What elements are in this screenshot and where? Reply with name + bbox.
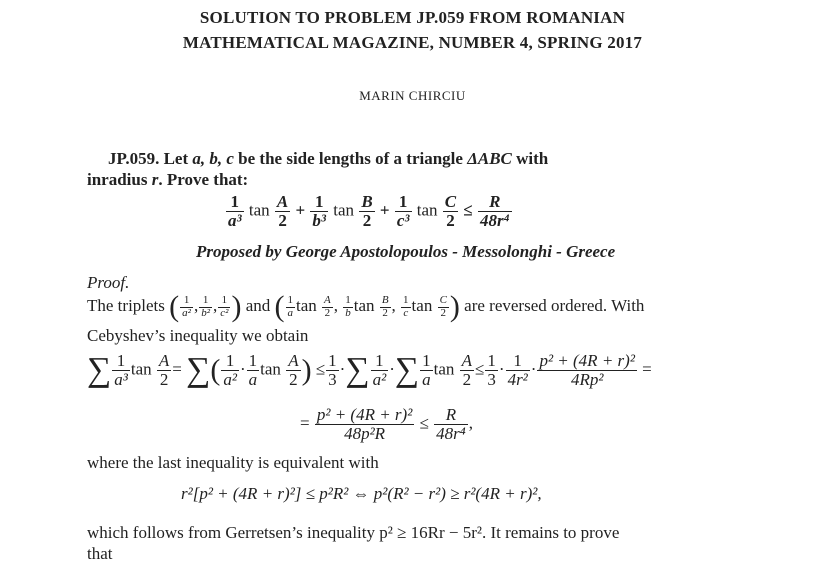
frac-num: 1 [345,293,351,306]
chebyshev-chain: ∑ $\frac{1}{\text{a³}}$ tan $\frac{A}{2}$ = ∑( $\frac{1}{\text{a²}}$ · $\frac{1}{a}$ tan $\frac{A}{2}$ ) ≤ $\frac{1}{3}$ ·∑ $\frac{1}{\text{a²}}$ ·∑ $\frac{1}{a}$ tan $\frac{A}{2}$ ≤ $\frac{1}{3}$ · $\frac{1}{\text{4r²}}$ · $\frac{\text{p² + (4R + r)²}}{\text{4Rp²}}$ = [87,351,652,389]
frac-num: 1 [371,352,389,371]
frac-num: C [439,293,447,306]
frac-den: 2 [462,369,472,389]
tan-op: tan [353,295,375,315]
tan-op: tan [333,200,355,220]
proof-which: which follows from Gerretsen’s inequality p² ≥ 16Rr − 5r². It remains to prove [87,523,620,542]
frac-den: 2 [440,306,446,319]
frac-den: 48r⁴ [479,210,510,230]
proposed-by: Proposed by George Apostolopoulos - Messolonghi - Greece [196,242,616,261]
frac-den: b [345,306,351,319]
frac-den: b³ [312,210,327,230]
frac-num: C [444,192,457,211]
frac-num: 1 [218,295,230,308]
frac-num: 1 [422,351,431,370]
tan-op: tan [130,359,152,379]
frac-num: 1 [310,193,328,212]
proof-line-1: The triplets ( $\frac{1}{\text{a²}}$ , $\frac{1}{\text{b²}}$ , $\frac{1}{\text{c²}}$ ) and ( $\frac{1}{a}$ tan $\frac{A}{2}$ , $\frac{1}{b}$ tan $\frac{B}{2}$ , $\frac{1}{c}$ tan $\frac{C}{2}$ ) are reversed ordered. With [87,290,645,323]
frac-den: 48p²R [344,423,386,443]
frac-den: a [248,369,258,389]
proof-label: Proof. [87,273,130,292]
frac-num: 1 [403,293,409,306]
statement-text: Let [163,149,189,168]
proof-text: are reversed ordered. With [464,295,645,315]
frac-num: R [434,406,468,425]
tan-op: tan [260,359,281,379]
proof-text: The triplets [87,295,165,315]
var-r: r [151,170,159,189]
statement-text: with [516,149,549,168]
frac-num: B [361,192,373,211]
problem-statement-line-1 [108,149,548,169]
tan-op: tan [296,295,317,315]
title-line-1: SOLUTION TO PROBLEM JP.059 FROM ROMANIAN [199,8,626,27]
var-abc: a, b, c [192,149,234,168]
proof-where: where the last inequality is equivalent with [87,453,379,472]
frac-num: 1 [506,352,530,371]
triangle-symbol: ΔABC [467,149,512,168]
frac-den: a² [223,369,237,389]
statement-text: be the side lengths of a triangle [238,149,463,168]
proof-text: and [245,295,271,315]
frac-num: A [276,192,289,211]
frac-den: 2 [289,369,298,389]
frac-den: 4Rp² [570,369,604,389]
frac-den: a³ [114,369,128,389]
frac-den: 3 [328,369,337,389]
frac-den: a [287,306,294,319]
frac-den: a³ [228,210,242,230]
statement-text: inradius [87,170,148,189]
frac-den: 2 [362,210,372,230]
frac-num: 1 [112,352,130,371]
tan-op: tan [416,200,438,220]
frac-den: 2 [278,210,287,230]
tan-op: tan [433,359,455,379]
tan-op: tan [411,295,433,315]
problem-statement-line-2 [87,170,248,190]
equivalence-expr: r²[p² + (4R + r)²] ≤ p²R² ⇔ p²(R² − r²) ≥ r²(4R + r)², [181,484,542,503]
frac-num: 1 [248,351,258,370]
proof-line-2: Cebyshev’s inequality we obtain [87,326,309,345]
frac-num: A [158,351,170,370]
frac-num: 1 [221,352,239,371]
problem-label: JP.059. [108,149,160,168]
statement-text: . Prove that: [158,170,249,189]
frac-den: 2 [446,210,455,230]
frac-den: c [403,306,409,319]
chebyshev-chain-cont: = $\frac{\text{p² + (4R + r)²}}{\text{48p²R}}$ ≤ $\frac{R}{\text{48r⁴}}$ , [300,405,473,443]
frac-den: a² [372,369,387,389]
frac-num: 1 [226,193,244,212]
frac-num: 1 [199,295,212,308]
frac-den: 3 [487,369,496,389]
frac-den: c² [220,306,229,319]
author: MARIN CHIRCIU [359,88,466,103]
frac-den: 48r⁴ [436,423,466,443]
frac-num: p² + (4R + r)² [539,351,635,370]
frac-num: p² + (4R + r)² [316,405,413,424]
title-line-2: MATHEMATICAL MAGAZINE, NUMBER 4, SPRING 2017 [182,33,643,52]
frac-num: A [324,293,331,306]
frac-den: b² [201,306,211,319]
frac-den: 2 [324,306,331,319]
frac-num: 1 [328,351,337,370]
frac-num: A [461,351,473,370]
proof-that: that [87,544,113,563]
frac-den: a [422,369,431,389]
frac-num: A [288,351,299,370]
frac-num: R [478,193,512,212]
frac-num: 1 [180,295,193,308]
tan-op: tan [248,200,270,220]
frac-den: 2 [382,306,388,319]
frac-num: 1 [487,351,496,370]
frac-num: B [381,293,389,306]
main-inequality: $\frac{1}{\text{a³}}$ tan $\frac{A}{2}$ + $\frac{1}{\text{b³}}$ tan $\frac{B}{2}$ + $\frac{1}{\text{c³}}$ tan $\frac{C}{2}$ ≤ $\frac{R}{\text{48r⁴}}$ [228,192,510,230]
frac-den: 2 [159,369,169,389]
frac-den: 4r² [507,369,528,389]
frac-den: a² [182,306,191,319]
frac-num: 1 [287,293,294,306]
frac-den: c³ [396,210,410,230]
frac-num: 1 [395,193,412,212]
